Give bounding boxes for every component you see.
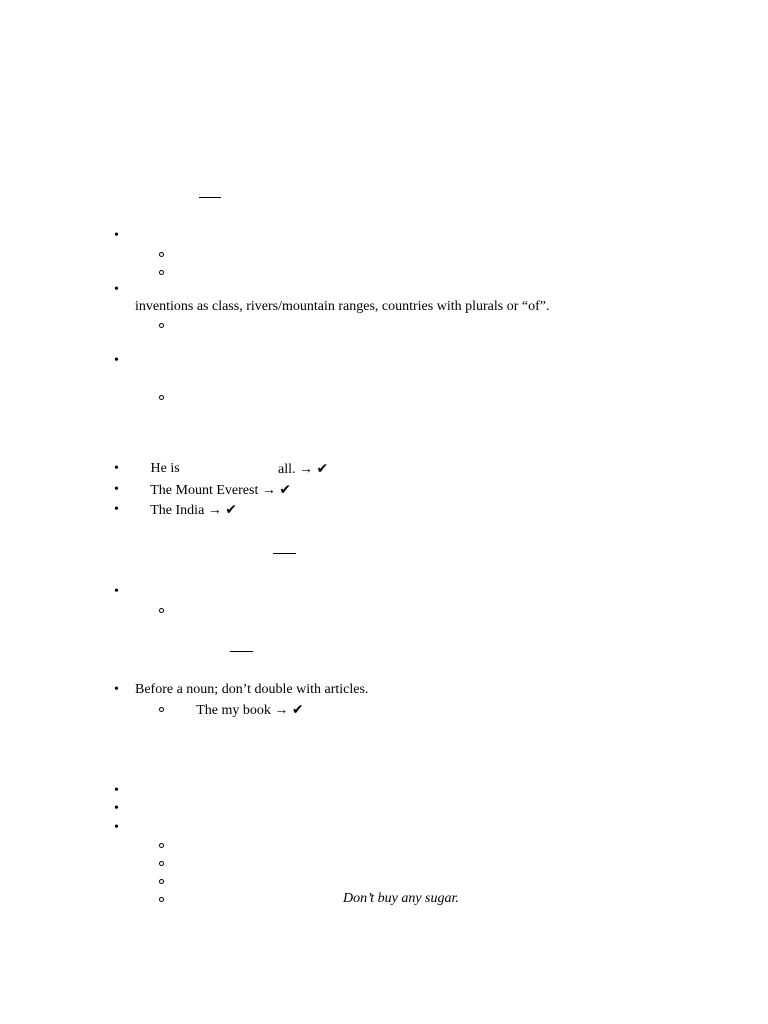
list-bullet: •: [114, 482, 119, 497]
list-bullet: •: [114, 228, 119, 243]
sublist-bullet: [159, 861, 164, 866]
missing-glyph-icon: [182, 703, 193, 715]
sublist-bullet: [159, 608, 164, 613]
list-bullet: •: [114, 801, 119, 816]
sublist-bullet: [159, 395, 164, 400]
check-icon: ✔: [316, 461, 329, 477]
rule-text: Before a noun; don’t double with articles.: [135, 682, 369, 697]
arrow-icon: →: [274, 703, 289, 718]
heading-underline-1: [199, 197, 221, 198]
example-text: The India: [150, 503, 205, 518]
sublist-bullet: [159, 879, 164, 884]
sublist-bullet: [159, 897, 164, 902]
example-item-1-tail: [278, 461, 328, 478]
list-bullet: •: [114, 353, 119, 368]
example-text: all.: [278, 462, 296, 477]
heading-underline-3: [230, 651, 253, 652]
list-bullet: •: [114, 682, 119, 697]
list-bullet: •: [114, 783, 119, 798]
example-text: The my book: [196, 703, 271, 718]
example-sentence: Don’t buy any sugar.: [343, 891, 459, 906]
list-bullet: •: [114, 282, 119, 297]
list-bullet: •: [114, 461, 119, 476]
arrow-icon: →: [299, 462, 313, 477]
sublist-bullet: [159, 323, 164, 328]
list-bullet: •: [114, 502, 119, 517]
example-item-2: [136, 482, 291, 499]
missing-glyph-icon: [136, 461, 147, 473]
check-icon: ✔: [225, 502, 238, 518]
example-text: He is: [150, 461, 180, 476]
heading-underline-2: [273, 553, 296, 554]
sublist-bullet: [159, 252, 164, 257]
example-text: The Mount Everest: [150, 483, 259, 498]
sublist-bullet: [159, 843, 164, 848]
arrow-icon: →: [261, 483, 276, 498]
check-icon: ✔: [279, 482, 292, 498]
possessive-example: [182, 702, 304, 719]
example-item-1: [136, 461, 180, 477]
list-bullet: •: [114, 820, 119, 835]
check-icon: ✔: [291, 702, 304, 718]
sublist-bullet: [159, 707, 164, 712]
sublist-bullet: [159, 270, 164, 275]
arrow-icon: →: [207, 503, 222, 518]
example-item-3: [136, 502, 237, 519]
list-bullet: •: [114, 584, 119, 599]
list-item-text: inventions as class, rivers/mountain ranges, countries with plurals or “of”.: [135, 299, 550, 314]
missing-glyph-icon: [136, 503, 147, 515]
missing-glyph-icon: [136, 483, 147, 495]
